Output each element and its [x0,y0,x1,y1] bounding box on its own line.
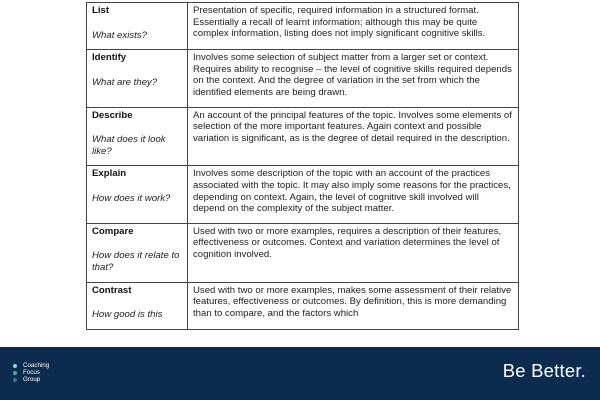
table-row [87,107,519,166]
tagline: Be Better. [502,360,586,381]
term-cell [87,166,188,223]
definition-cell [188,223,519,282]
table-row [87,282,519,329]
logo-dots-icon [13,364,17,382]
definition-text: An account of the principal features of the topic. Involves some elements of selection of the more important features. Again context and possible variation is significant, as is the degree of detail required in the description. [193,109,512,144]
table-row [87,3,519,50]
definition-text: Used with two or more examples, makes some assessment of their relative features, effectiveness or outcomes. By definition, this is more demanding than to compare, and the factors which [193,284,512,319]
definition-cell [188,3,519,50]
term-label: Compare [92,225,134,237]
table-row [87,50,519,107]
definition-cell [188,50,519,107]
term-label: Identify [92,52,127,64]
term-label: Describe [92,109,133,121]
term-label: Contrast [92,284,132,296]
logo-line: Coaching [23,362,50,369]
term-question: What does it look like? [92,134,166,157]
logo-dot [13,364,17,368]
definition-text: Involves some description of the topic with an account of the practices associated with the topic. It may also imply some reasons for the practices, depending on context. Again, the level of cognitive skill involved will depend on the complexity of the subject matter. [193,168,511,215]
term-cell [87,107,188,166]
command-words-table [86,2,519,330]
term-cell [87,3,188,50]
definition-text: Presentation of specific, required information in a structured format. Essentially a recall of learnt information; although this may be quite complex information, listing does not imply significant cognitive skills. [193,5,486,40]
table-row [87,166,519,223]
term-cell [87,223,188,282]
logo-dot [13,371,17,375]
term-question: What are they? [92,76,158,88]
logo-dot [13,378,17,382]
term-question: How good is this [92,309,163,321]
definition-text: Involves some selection of subject matter from a larger set or context. Requires ability to recognise – the level of cognitive skills required depends on the context. And the degree of variation in the set from which the identified elements are being drawn. [193,52,512,98]
definition-cell [188,107,519,166]
definition-cell [188,166,519,223]
table-row [87,223,519,282]
term-question: How does it work? [92,192,171,204]
term-label: Explain [92,168,127,180]
brand-footer [0,347,600,400]
definition-cell [188,282,519,329]
term-label: List [92,5,110,16]
logo-wordmark [23,362,49,384]
term-question: How does it relate to that? [92,250,180,273]
logo-line: Focus [23,369,40,377]
term-cell [87,50,188,107]
coaching-focus-group-logo [13,362,49,384]
term-question: What exists? [92,29,147,41]
logo-line: Group [23,376,41,384]
definition-text: Used with two or more examples, requires a description of their features, effectiveness or outcomes. Context and variation determines the level of cognition involved. [193,225,502,260]
term-cell [87,282,188,329]
